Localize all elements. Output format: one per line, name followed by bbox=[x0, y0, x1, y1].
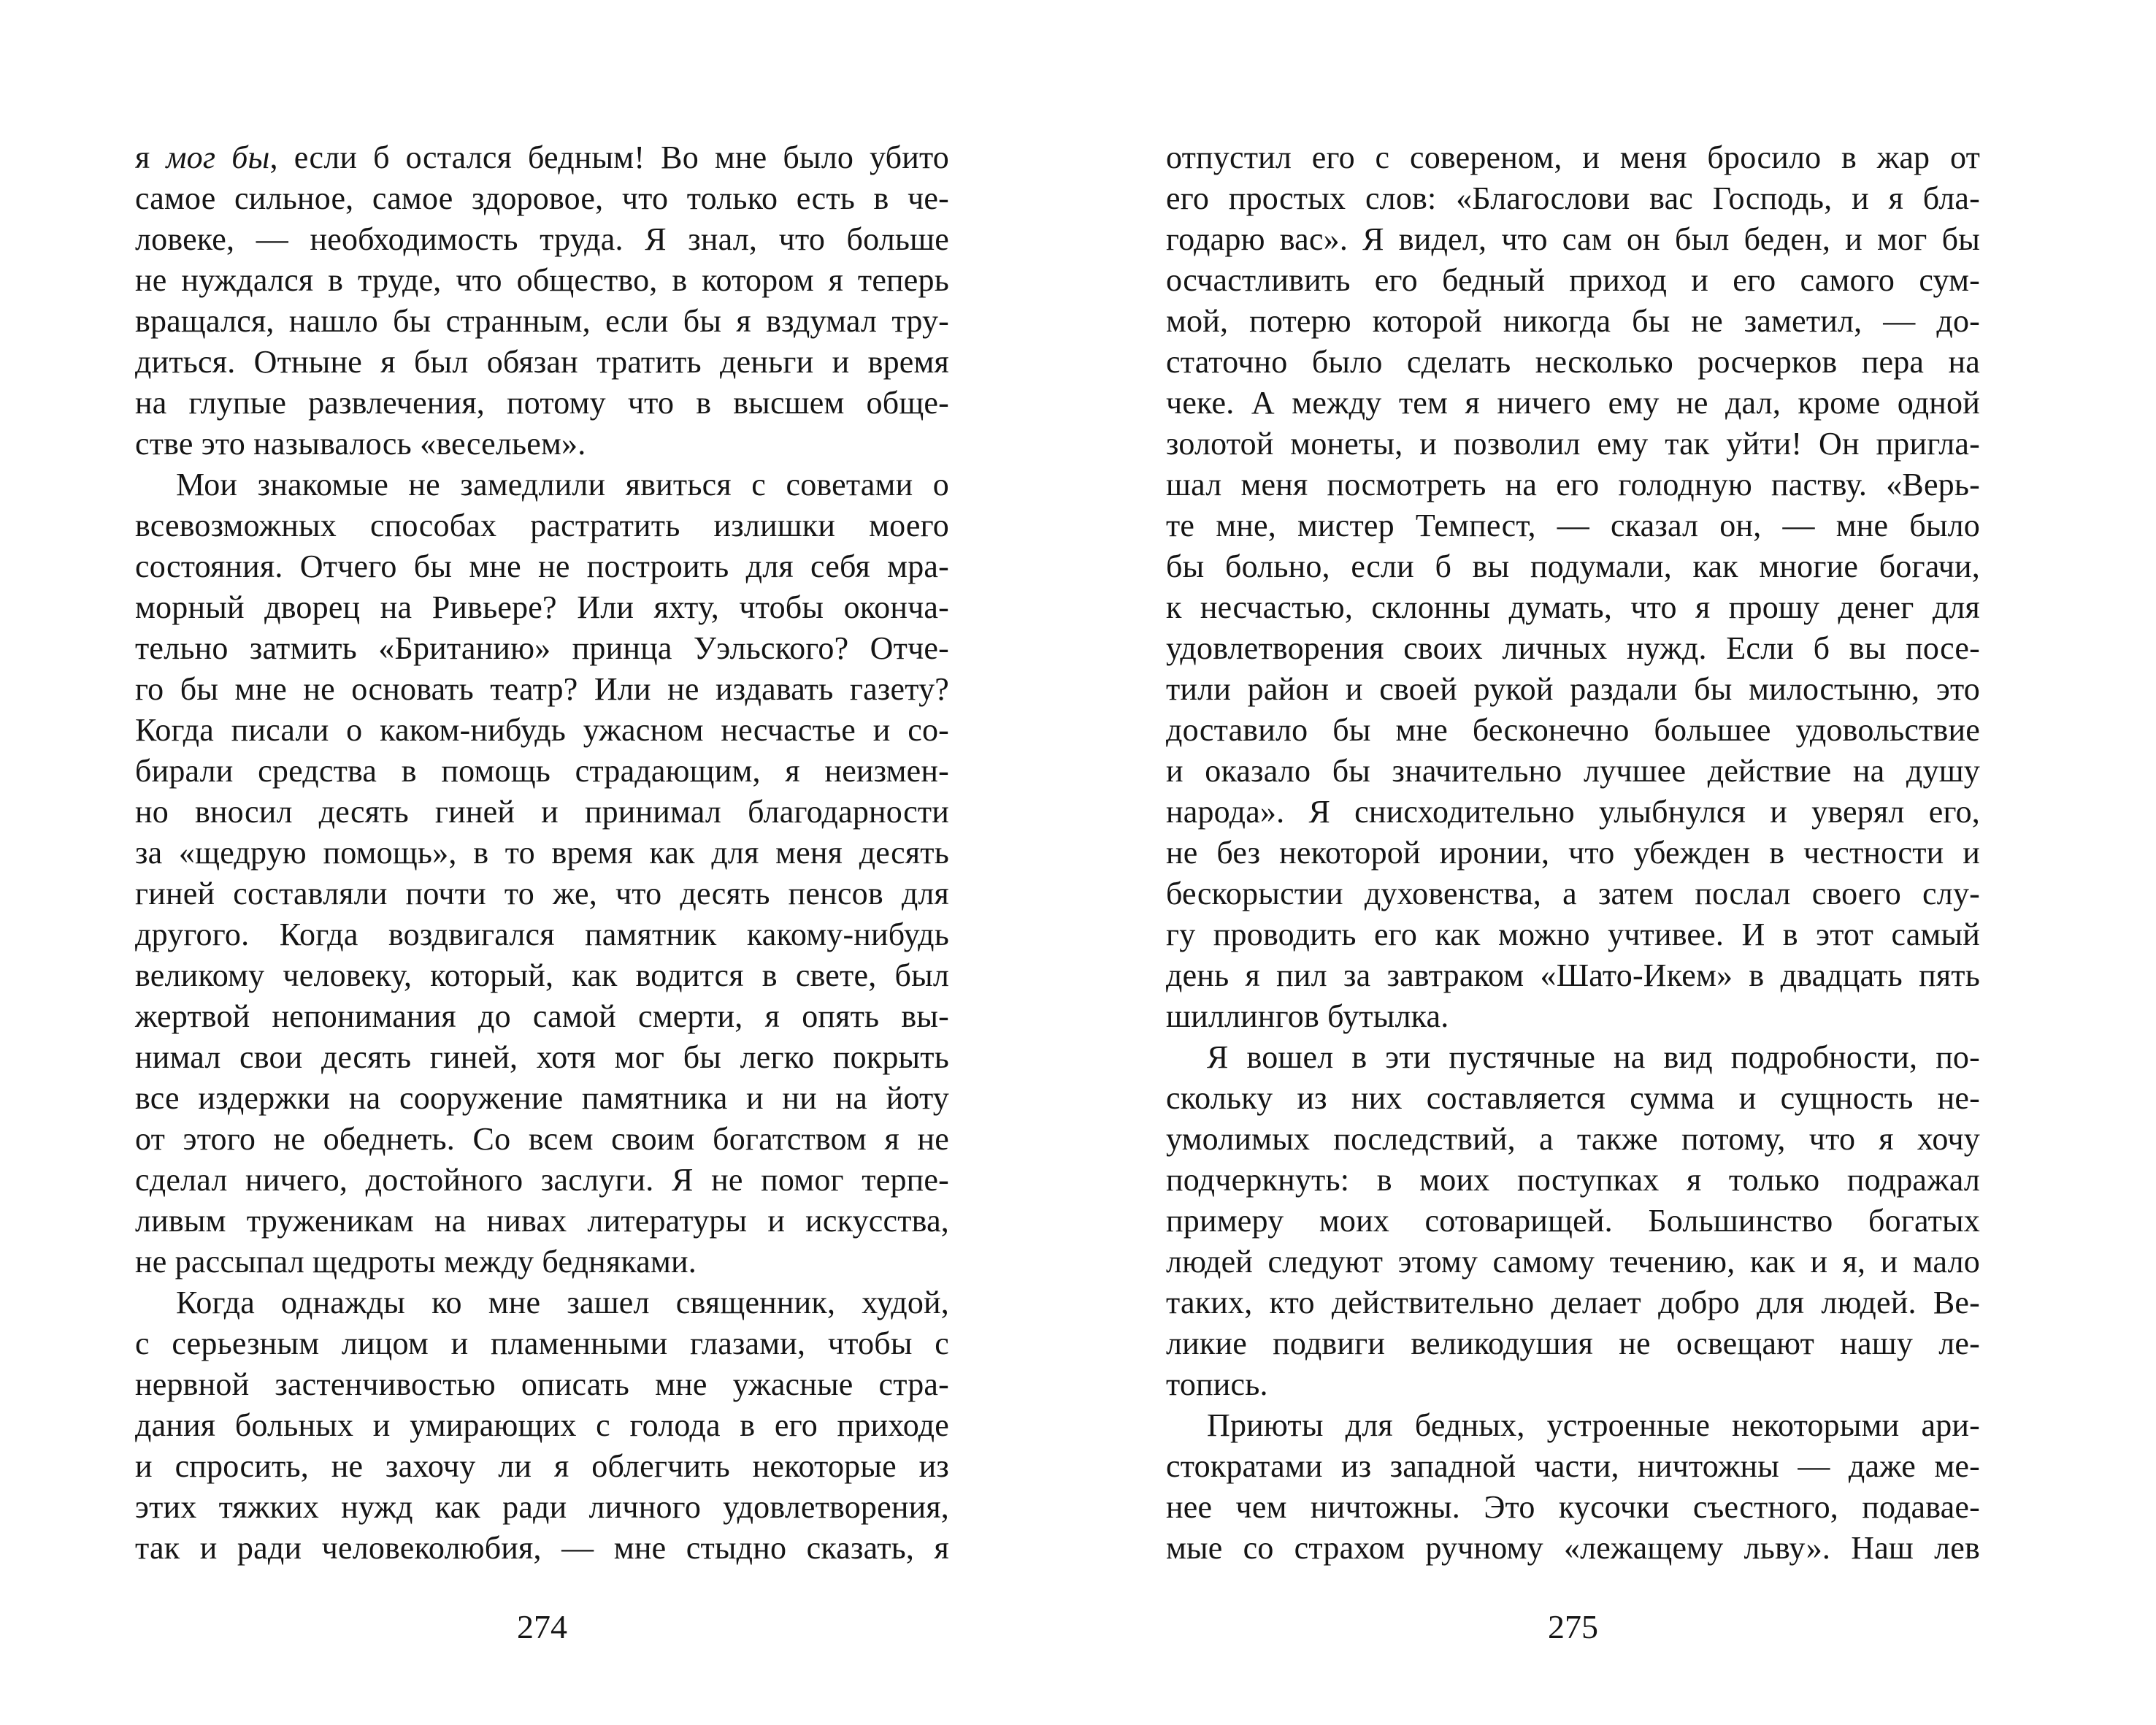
text-line: го бы мне не основать театр? Или не издавать газету? bbox=[135, 671, 949, 707]
text-line: шал меня посмотреть на его голодную паству. «Верь- bbox=[1166, 467, 1980, 502]
text-lines bbox=[1166, 137, 1980, 1569]
text-line: золотой монеты, и позволил ему так уйти! Он пригла- bbox=[1166, 426, 1980, 462]
text-line: ливым труженикам на нивах литературы и искусства, bbox=[135, 1203, 949, 1239]
page-number: 275 bbox=[1548, 1608, 1598, 1645]
text-line: мой, потерю которой никогда бы не заметил, — до- bbox=[1166, 303, 1980, 339]
text-line: Когда однажды ко мне зашел священник, худой, bbox=[176, 1285, 949, 1320]
text-line: все издержки на сооружение памятника и ни на йоту bbox=[135, 1080, 949, 1116]
text-line: Мои знакомые не замедлили явиться с советами о bbox=[176, 467, 949, 502]
text-line: осчастливить его бедный приход и его самого сум- bbox=[1166, 262, 1980, 298]
text-line: тили район и своей рукой раздали бы милостыню, это bbox=[1166, 671, 1980, 707]
text-line: отпустил его с совереном, и меня бросило в жар от bbox=[1166, 139, 1980, 175]
text-line: этих тяжких нужд как ради личного удовлетворения, bbox=[135, 1489, 949, 1525]
text-line: таких, кто действительно делает добро для людей. Ве- bbox=[1166, 1285, 1980, 1320]
text-line: Приюты для бедных, устроенные некоторыми ари- bbox=[1207, 1407, 1980, 1443]
text-line: те мне, мистер Темпест, — сказал он, — мне было bbox=[1166, 508, 1980, 543]
italic-text-segment: мог бы bbox=[166, 139, 270, 175]
text-line: нервной застенчивостью описать мне ужасные стра- bbox=[135, 1366, 949, 1402]
text-line: состояния. Отчего бы мне не построить для себя мра- bbox=[135, 548, 949, 584]
text-line: удовлетворения своих личных нужд. Если б вы посе- bbox=[1166, 630, 1980, 666]
text-line: примеру моих сотоварищей. Большинство богатых bbox=[1166, 1203, 1980, 1239]
text-segment: я bbox=[135, 139, 166, 175]
text-line bbox=[135, 137, 949, 178]
text-line: статочно было сделать несколько росчерков пера на bbox=[1166, 344, 1980, 380]
text-line: ликие подвиги великодушия не освещают нашу ле- bbox=[1166, 1326, 1980, 1361]
text-line: тельно затмить «Британию» принца Уэльского? Отче- bbox=[135, 630, 949, 666]
text-line: к несчастью, склонны думать, что я прошу денег для bbox=[1166, 589, 1980, 625]
text-line: за «щедрую помощь», в то время как для меня десять bbox=[135, 835, 949, 871]
text-line: доставило бы мне бесконечно большее удовольствие bbox=[1166, 712, 1980, 748]
text-line: ловеке, — необходимость труда. Я знал, что больше bbox=[135, 221, 949, 257]
text-line: топись. bbox=[1166, 1366, 1268, 1402]
text-line: подчеркнуть: в моих поступках я только подражал bbox=[1166, 1162, 1980, 1198]
text-line: на глупые развлечения, потому что в высшем обще- bbox=[135, 385, 949, 421]
text-line: другого. Когда воздвигался памятник какому-нибудь bbox=[135, 917, 949, 952]
text-line: стве это называлось «весельем». bbox=[135, 426, 586, 462]
text-line: не рассыпал щедроты между бедняками. bbox=[135, 1244, 697, 1280]
text-line: и спросить, не захочу ли я облегчить некоторые из bbox=[135, 1448, 949, 1484]
text-line: не нуждался в труде, что общество, в котором я теперь bbox=[135, 262, 949, 298]
text-line: чеке. А между тем я ничего ему не дал, кроме одной bbox=[1166, 385, 1980, 421]
text-line: не без некоторой иронии, что убежден в честности и bbox=[1166, 835, 1980, 871]
text-lines bbox=[135, 137, 949, 1569]
text-segment: , если б остался бедным! Во мне было убито bbox=[269, 139, 950, 175]
text-line: умолимых последствий, а также потому, что я хочу bbox=[1166, 1121, 1980, 1157]
text-line: людей следуют этому самому течению, как и я, и мало bbox=[1166, 1244, 1980, 1280]
text-line: гу проводить его как можно учтивее. И в этот самый bbox=[1166, 917, 1980, 952]
text-line: скольку из них составляется сумма и сущность не- bbox=[1166, 1080, 1980, 1116]
text-line: мые со страхом ручному «лежащему льву». Наш лев bbox=[1166, 1530, 1980, 1566]
text-line: народа». Я снисходительно улыбнулся и уверял его, bbox=[1166, 794, 1980, 830]
text-line: нимал свои десять гиней, хотя мог бы легко покрыть bbox=[135, 1039, 949, 1075]
text-line: дания больных и умирающих с голода в его приходе bbox=[135, 1407, 949, 1443]
text-line: самое сильное, самое здоровое, что только есть в че- bbox=[135, 180, 949, 216]
text-line: день я пил за завтраком «Шато-Икем» в двадцать пять bbox=[1166, 957, 1980, 993]
text-line: гиней составляли почти то же, что десять пенсов для bbox=[135, 876, 949, 911]
text-line: шиллингов бутылка. bbox=[1166, 998, 1449, 1034]
text-line: и оказало бы значительно лучшее действие на душу bbox=[1166, 753, 1980, 789]
text-line: сделал ничего, достойного заслуги. Я не помог терпе- bbox=[135, 1162, 949, 1198]
text-line: жертвой непонимания до самой смерти, я опять вы- bbox=[135, 998, 949, 1034]
text-line: стократами из западной части, ничтожны — даже ме- bbox=[1166, 1448, 1980, 1484]
text-line: с серьезным лицом и пламенными глазами, чтобы с bbox=[135, 1326, 949, 1361]
text-line: но вносил десять гиней и принимал благодарности bbox=[135, 794, 949, 830]
text-line: бирали средства в помощь страдающим, я неизмен- bbox=[135, 753, 949, 789]
text-line: диться. Отныне я был обязан тратить деньги и время bbox=[135, 344, 949, 380]
text-line: его простых слов: «Благослови вас Господь, и я бла- bbox=[1166, 180, 1980, 216]
page-right bbox=[1078, 0, 2156, 1725]
text-line: Я вошел в эти пустячные на вид подробности, по- bbox=[1207, 1039, 1980, 1075]
text-line: нее чем ничтожны. Это кусочки съестного, подавае- bbox=[1166, 1489, 1980, 1525]
text-line: Когда писали о каком-нибудь ужасном несчастье и со- bbox=[135, 712, 949, 748]
text-line: от этого не обеднеть. Со всем своим богатством я не bbox=[135, 1121, 949, 1157]
text-line: годарю вас». Я видел, что сам он был беден, и мог бы bbox=[1166, 221, 1980, 257]
text-line: так и ради человеколюбия, — мне стыдно сказать, я bbox=[135, 1530, 949, 1566]
text-line: бескорыстии духовенства, а затем послал своего слу- bbox=[1166, 876, 1980, 911]
text-line: бы больно, если б вы подумали, как многие богачи, bbox=[1166, 548, 1980, 584]
text-line: вращался, нашло бы странным, если бы я вздумал тру- bbox=[135, 303, 949, 339]
text-line: всевозможных способах растратить излишки моего bbox=[135, 508, 949, 543]
text-line: морный дворец на Ривьере? Или яхту, чтобы оконча- bbox=[135, 589, 949, 625]
text-line: великому человеку, который, как водится в свете, был bbox=[135, 957, 949, 993]
page-number: 274 bbox=[517, 1608, 567, 1645]
